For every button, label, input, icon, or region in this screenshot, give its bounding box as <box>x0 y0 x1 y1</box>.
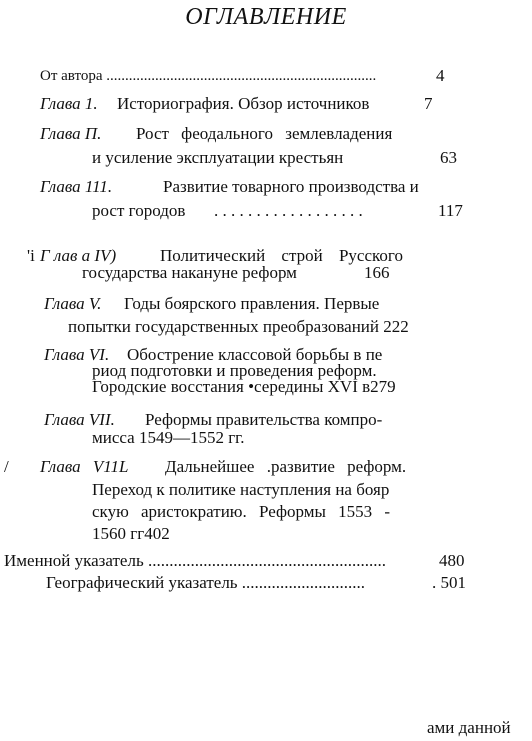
toc-label-chapter-6: Глава VI. <box>44 345 110 364</box>
toc-entry-name-index[interactable]: Именной указатель ........................................................ <box>4 551 386 570</box>
toc-entry-chapter-3-line-2[interactable]: рост городов <box>92 201 186 220</box>
toc-entry-chapter-8-line-2[interactable]: Переход к политике наступления на бояр <box>92 480 390 499</box>
toc-entry-chapter-7-line-1[interactable]: Реформы правительства компро- <box>145 410 383 429</box>
toc-label-chapter-5: Глава V. <box>44 294 102 313</box>
toc-entry-chapter-2-line-2[interactable]: и усиление эксплуатации крестьян <box>92 148 344 167</box>
toc-entry-chapter-8-line-1[interactable]: Дальнейшее .развитие реформ. <box>165 457 407 476</box>
toc-page-chapter-3: 117 <box>438 201 463 220</box>
toc-entry-chapter-8-line-4[interactable]: 1560 гг402 <box>92 524 170 543</box>
toc-label-chapter-7: Глава VII. <box>44 410 115 429</box>
toc-entry-chapter-7-line-2[interactable]: мисса 1549—1552 гг. <box>92 428 245 447</box>
toc-entry-chapter-1[interactable]: Историография. Обзор источников <box>117 94 370 113</box>
toc-entry-chapter-3-line-1[interactable]: Развитие товарного производства и <box>163 177 419 196</box>
toc-label-chapter-1: Глава 1. <box>40 94 98 113</box>
toc-page-name-index: 480 <box>439 551 465 570</box>
toc-entry-chapter-5-line-2[interactable]: попытки государственных преобразований 222 <box>68 317 409 336</box>
toc-entry-geo-index[interactable]: Географический указатель ............................. <box>46 573 366 592</box>
toc-entry-chapter-8-line-3[interactable]: скую аристократию. Реформы 1553 - <box>92 502 391 521</box>
toc-entry-chapter-5-line-1[interactable]: Годы боярского правления. Первые <box>124 294 380 313</box>
toc-page-author: 4 <box>436 66 445 85</box>
toc-label-chapter-8: Глава V11L <box>40 457 129 476</box>
toc-page-chapter-4: 166 <box>364 263 390 282</box>
toc-entry-chapter-4-line-2[interactable]: государства накануне реформ <box>82 263 297 282</box>
toc-dots-chapter-3: . . . . . . . . . . . . . . . . . . <box>214 201 363 220</box>
toc-label-chapter-4: Г лав а IV) <box>40 246 117 265</box>
page-title: ОГЛАВЛЕНИЕ <box>185 4 347 30</box>
toc-entry-chapter-2-line-1[interactable]: Рост феодального землевладения <box>136 124 393 143</box>
toc-entry-chapter-6-line-1[interactable]: Обострение классовой борьбы в пе <box>127 345 383 364</box>
toc-entry-chapter-4-line-1[interactable]: Политический строй Русского <box>160 246 403 265</box>
toc-label-chapter-3: Глава 111. <box>40 177 113 196</box>
toc-prefix-chapter-4: 'i <box>27 246 35 265</box>
footer-fragment: ами данной <box>427 718 511 737</box>
toc-entry-chapter-6-line-2[interactable]: риод подготовки и проведения реформ. <box>92 361 377 380</box>
toc-page-geo-index: . 501 <box>432 573 466 592</box>
toc-page-chapter-1: 7 <box>424 94 433 113</box>
toc-entry-chapter-6-line-3[interactable]: Городские восстания •середины XVI в279 <box>92 377 396 396</box>
toc-entry-author[interactable]: От автора ........................................................................ <box>40 68 377 84</box>
toc-page-chapter-2: 63 <box>440 148 457 167</box>
toc-label-chapter-2: Глава П. <box>40 124 102 143</box>
toc-prefix-chapter-8: / <box>4 457 9 476</box>
